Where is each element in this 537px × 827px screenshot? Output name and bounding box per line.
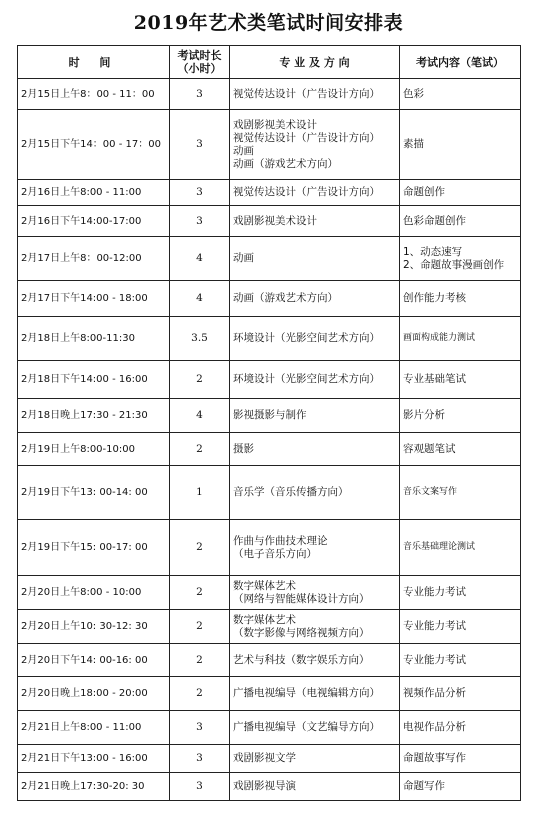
cell-duration: 2 (170, 520, 230, 576)
table-row (18, 644, 521, 677)
major-line: 动画 (233, 144, 254, 157)
table-row (18, 317, 521, 361)
cell-duration: 2 (170, 433, 230, 466)
content-line: 专业基础笔试 (403, 373, 466, 385)
major-line: 戏剧影视文学 (233, 752, 296, 764)
major-line: 环境设计（光影空间艺术方向） (233, 373, 380, 385)
table-row (18, 399, 521, 433)
cell-content (400, 610, 521, 644)
cell-time: 2月16日下午14:00-17:00 (18, 206, 170, 237)
content-line: 命题创作 (403, 186, 445, 198)
cell-duration: 2 (170, 677, 230, 711)
table-row (18, 520, 521, 576)
cell-content (400, 433, 521, 466)
cell-major (230, 773, 400, 801)
cell-content (400, 677, 521, 711)
major-line: 视觉传达设计（广告设计方向） (233, 186, 380, 198)
table-row (18, 610, 521, 644)
cell-time: 2月18日上午8:00-11:30 (18, 317, 170, 361)
cell-major (230, 466, 400, 520)
cell-duration: 2 (170, 610, 230, 644)
content-line: 创作能力考核 (403, 292, 466, 304)
major-line: （电子音乐方向） (233, 547, 317, 560)
table-row (18, 361, 521, 399)
major-line: 戏剧影视美术设计 (233, 118, 317, 131)
major-line: （数字影像与网络视频方向） (233, 626, 370, 639)
cell-duration: 2 (170, 644, 230, 677)
table-row (18, 79, 521, 110)
exam-schedule-table (17, 45, 521, 801)
table-row (18, 237, 521, 281)
cell-major (230, 237, 400, 281)
table-body (18, 79, 521, 801)
cell-duration: 3 (170, 206, 230, 237)
header-content: 考试内容（笔试） (400, 46, 521, 79)
table-row (18, 281, 521, 317)
content-line: 专业能力考试 (403, 620, 466, 632)
cell-time: 2月21日下午13:00 - 16:00 (18, 745, 170, 773)
cell-major (230, 576, 400, 610)
table-row (18, 180, 521, 206)
cell-duration: 2 (170, 576, 230, 610)
content-line: 命题故事写作 (403, 752, 466, 764)
cell-major (230, 677, 400, 711)
table-row (18, 745, 521, 773)
table-row (18, 773, 521, 801)
major-line: 音乐学（音乐传播方向） (233, 486, 349, 498)
content-line: 视频作品分析 (403, 687, 466, 699)
cell-time: 2月19日下午15: 00-17: 00 (18, 520, 170, 576)
major-line: 艺术与科技（数字娱乐方向） (233, 653, 370, 666)
cell-content (400, 361, 521, 399)
cell-time: 2月19日上午8:00-10:00 (18, 433, 170, 466)
cell-time: 2月21日晚上17:30-20: 30 (18, 773, 170, 801)
major-line: 视觉传达设计（广告设计方向） (233, 87, 380, 100)
cell-major (230, 317, 400, 361)
table-row (18, 110, 521, 180)
header-duration-line2: （小时） (177, 62, 222, 75)
cell-major (230, 520, 400, 576)
content-line: 画面构成能力测试 (403, 333, 476, 343)
cell-duration: 4 (170, 281, 230, 317)
content-line: 专业能力考试 (403, 586, 466, 598)
cell-major (230, 433, 400, 466)
cell-duration: 3 (170, 745, 230, 773)
cell-duration: 3.5 (170, 317, 230, 361)
table-row (18, 576, 521, 610)
table-row (18, 677, 521, 711)
cell-duration: 1 (170, 466, 230, 520)
table-row (18, 711, 521, 745)
major-line: 戏剧影视导演 (233, 780, 296, 792)
content-line: 命题写作 (403, 780, 445, 792)
cell-major (230, 745, 400, 773)
cell-content (400, 281, 521, 317)
cell-time: 2月17日上午8：00-12:00 (18, 237, 170, 281)
content-line: 容观题笔试 (403, 442, 456, 455)
cell-major (230, 644, 400, 677)
cell-major (230, 399, 400, 433)
cell-duration: 3 (170, 773, 230, 801)
content-line: 专业能力考试 (403, 653, 466, 666)
cell-major (230, 79, 400, 110)
major-line: （网络与智能媒体设计方向） (233, 592, 370, 605)
cell-duration: 4 (170, 399, 230, 433)
page-title: 2019年艺术类笔试时间安排表 (133, 12, 404, 34)
major-line: 数字媒体艺术 (233, 613, 296, 626)
major-line: 作曲与作曲技术理论 (233, 534, 328, 547)
table-row (18, 206, 521, 237)
cell-time: 2月16日上午8:00 - 11:00 (18, 180, 170, 206)
cell-content (400, 206, 521, 237)
cell-content (400, 773, 521, 801)
cell-major (230, 610, 400, 644)
cell-time: 2月17日下午14:00 - 18:00 (18, 281, 170, 317)
cell-content (400, 399, 521, 433)
content-line: 电视作品分析 (403, 721, 466, 733)
cell-time: 2月20日上午10: 30-12: 30 (18, 610, 170, 644)
cell-time: 2月15日上午8：00 - 11：00 (18, 79, 170, 110)
header-time: 时 间 (18, 46, 170, 79)
cell-major (230, 206, 400, 237)
content-line: 2、命题故事漫画创作 (403, 258, 505, 271)
cell-duration: 3 (170, 180, 230, 206)
cell-duration: 3 (170, 110, 230, 180)
cell-major (230, 180, 400, 206)
cell-time: 2月18日下午14:00 - 16:00 (18, 361, 170, 399)
cell-time: 2月19日下午13: 00-14: 00 (18, 466, 170, 520)
cell-duration: 3 (170, 711, 230, 745)
cell-major (230, 711, 400, 745)
cell-content (400, 576, 521, 610)
major-line: 动画 (233, 252, 254, 264)
major-line: 动画（游戏艺术方向） (233, 292, 338, 304)
cell-time: 2月20日上午8:00 - 10:00 (18, 576, 170, 610)
content-line: 音乐基础理论测试 (403, 542, 476, 552)
cell-content (400, 745, 521, 773)
major-line: 环境设计（光影空间艺术方向） (233, 332, 380, 344)
header-duration-line1: 考试时长 (177, 49, 222, 62)
content-line: 影片分析 (403, 409, 445, 421)
content-line: 色彩命题创作 (403, 214, 466, 227)
major-line: 摄影 (233, 442, 254, 455)
cell-major (230, 281, 400, 317)
cell-content (400, 466, 521, 520)
major-line: 影视摄影与制作 (233, 409, 307, 421)
major-line: 视觉传达设计（广告设计方向） (233, 131, 380, 144)
content-line: 1、动态速写 (403, 245, 463, 258)
cell-time: 2月20日下午14: 00-16: 00 (18, 644, 170, 677)
cell-duration: 4 (170, 237, 230, 281)
cell-time: 2月20日晚上18:00 - 20:00 (18, 677, 170, 711)
major-line: 广播电视编导（文艺编导方向） (233, 721, 380, 733)
cell-content (400, 520, 521, 576)
cell-content (400, 237, 521, 281)
cell-duration: 2 (170, 361, 230, 399)
content-line: 音乐文案写作 (403, 487, 458, 497)
cell-duration: 3 (170, 79, 230, 110)
major-line: 戏剧影视美术设计 (233, 214, 317, 227)
cell-major (230, 361, 400, 399)
table-row (18, 433, 521, 466)
table-row (18, 466, 521, 520)
cell-content (400, 180, 521, 206)
major-line: 广播电视编导（电视编辑方向） (233, 687, 380, 699)
cell-time: 2月21日上午8:00 - 11:00 (18, 711, 170, 745)
cell-content (400, 644, 521, 677)
header-major: 专 业 及 方 向 (230, 46, 400, 79)
cell-major (230, 110, 400, 180)
major-line: 数字媒体艺术 (233, 579, 296, 592)
content-line: 色彩 (403, 87, 424, 100)
cell-content (400, 317, 521, 361)
major-line: 动画（游戏艺术方向） (233, 157, 338, 170)
cell-time: 2月18日晚上17:30 - 21:30 (18, 399, 170, 433)
cell-content (400, 79, 521, 110)
cell-content (400, 110, 521, 180)
header-duration (170, 46, 230, 79)
cell-time: 2月15日下午14：00 - 17：00 (18, 110, 170, 180)
table-header-row (18, 46, 521, 79)
cell-content (400, 711, 521, 745)
content-line: 素描 (403, 138, 424, 150)
